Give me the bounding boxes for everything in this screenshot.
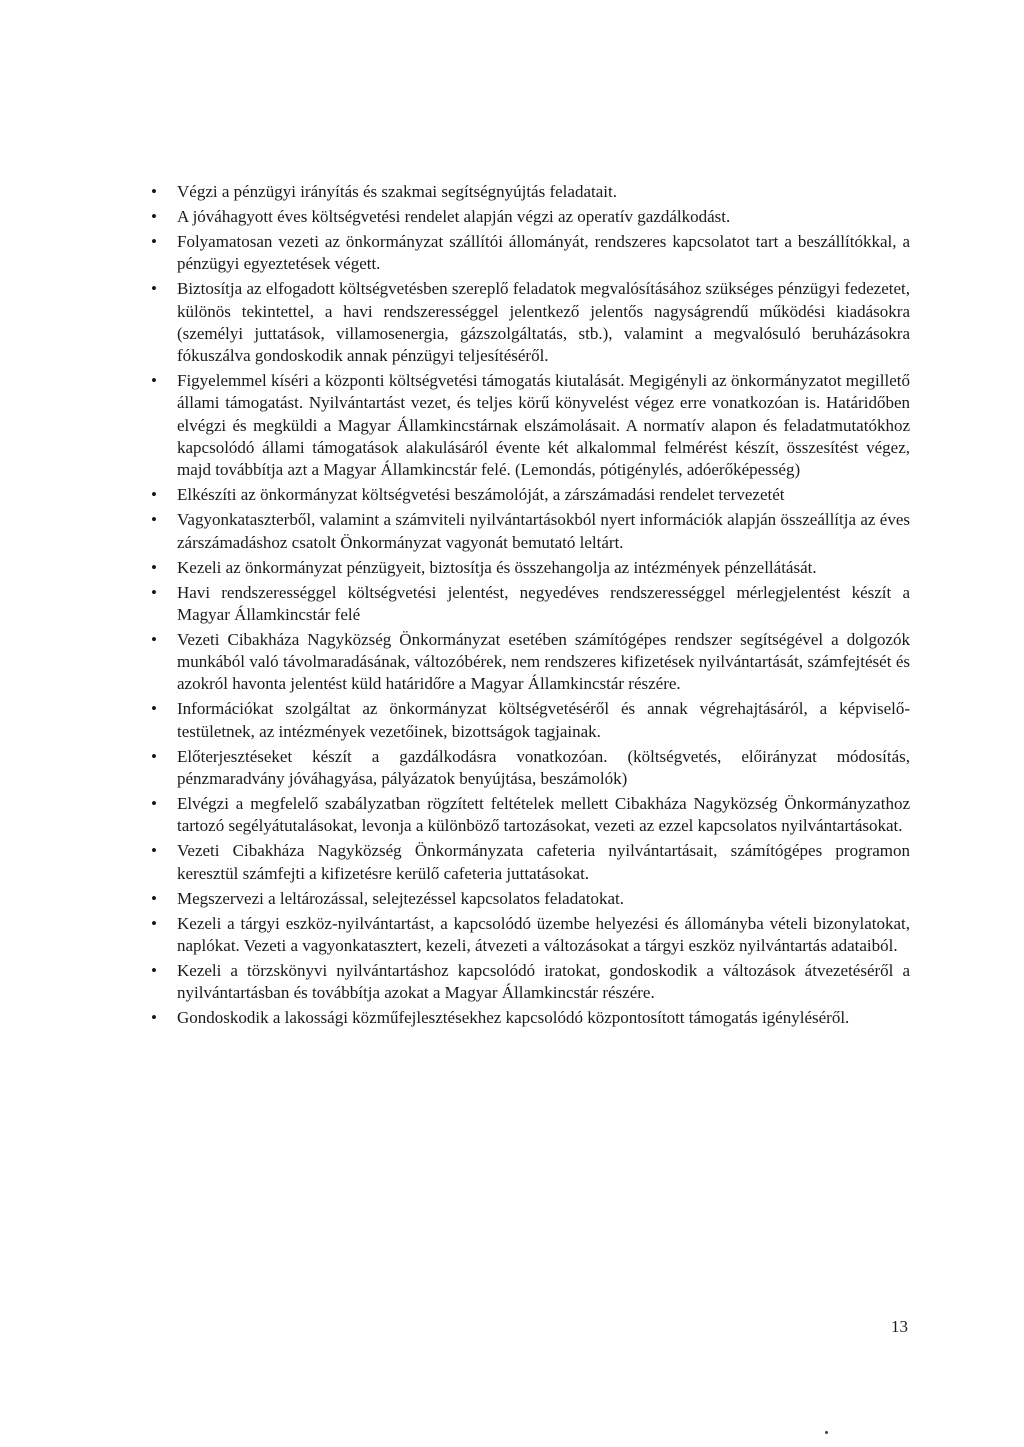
list-item [148,840,910,885]
list-item [148,793,910,838]
list-item-text: Vagyonkataszterből, valamint a számviteli nyilvántartásokból nyert információk alapján összeállítja az éves zárszámadáshoz csatolt Önkormányzat vagyonát bemutató leltárt. [177,510,910,552]
list-item-text: Havi rendszerességgel költségvetési jelentést, negyedéves rendszerességgel mérlegjelentést készít a Magyar Államkincstár felé [177,582,910,624]
list-item [148,181,910,203]
bullet-icon: • [151,841,157,861]
bullet-icon: • [151,231,157,251]
list-item [148,370,910,481]
bullet-icon: • [151,206,157,226]
list-item [148,582,910,627]
bullet-icon: • [151,1008,157,1028]
list-item [148,888,910,910]
list-item [148,960,910,1005]
list-item-text: Folyamatosan vezeti az önkormányzat szállítói állományát, rendszeres kapcsolatot tart a beszállítókkal, a pénzügyi egyeztetések végett. [177,231,910,274]
bullet-icon: • [151,960,157,980]
list-item [148,629,910,696]
list-item-text: Biztosítja az elfogadott költségvetésben szereplő feladatok megvalósításához szükséges pénzügyi fedezetet, különös tekintettel, a havi rendszerességgel jelentkező jelentős nagyságrendű működési kiadásokra (személyi juttatások, villamosenergia, gázszolgáltatás, stb.), valamint a megvalósuló beruházásokra fókuszálva gondoskodik annak pénzügyi teljesítéséről. [177,279,910,366]
bullet-icon: • [151,913,157,933]
bullet-icon: • [151,746,157,766]
list-item [148,557,910,579]
list-item-text: Elkészíti az önkormányzat költségvetési beszámolóját, a zárszámadási rendelet tervezetét [177,485,785,505]
bullet-icon: • [151,485,157,505]
list-item-text: Gondoskodik a lakossági közműfejlesztésekhez kapcsolódó központosított támogatás igényléséről. [177,1008,850,1028]
list-item [148,1007,910,1029]
list-item-text: Elvégzi a megfelelő szabályzatban rögzített feltételek mellett Cibakháza Nagyközség Önkormányzathoz tartozó segélyátutalásokat, levonja a különböző tartozásokat, vezeti az ezzel kapcsolatos nyilvántartásokat. [177,793,910,836]
bullet-icon: • [151,888,157,908]
bullet-icon: • [151,371,157,391]
list-item [148,484,910,506]
bullet-icon: • [151,699,157,719]
bullet-icon: • [151,279,157,299]
list-item-text: Kezeli a törzskönyvi nyilvántartáshoz kapcsolódó iratokat, gondoskodik a változások átvezetéséről a nyilvántartásban és továbbítja azokat a Magyar Államkincstár részére. [177,960,910,1003]
list-item-text: Kezeli az önkormányzat pénzügyeit, biztosítja és összehangolja az intézmények pénzellátását. [177,557,817,577]
bullet-icon: • [151,182,157,201]
bullet-icon: • [151,629,157,649]
bullet-icon: • [151,510,157,530]
list-item-text: Információkat szolgáltat az önkormányzat költségvetéséről és annak végrehajtásáról, a képviselő-testületnek, az intézmények vezetőinek, bizottságok tagjainak. [177,699,910,741]
list-item [148,913,910,958]
list-item-text: Végzi a pénzügyi irányítás és szakmai segítségnyújtás feladatait. [177,182,617,201]
scan-speck [825,1431,828,1434]
list-item [148,698,910,743]
duties-bullet-list [148,181,910,1032]
bullet-icon: • [151,582,157,602]
list-item-text: Figyelemmel kíséri a központi költségvetési támogatás kiutalását. Megigényli az önkormányzatot megillető állami támogatást. Nyilvántartást vezet, és teljes körű könyvelést végez erre vonatkozóan is. Határidőben elvégzi és megküldi a Magyar Államkincstárnak elszámolásait. A normatív alapon és feladatmutatókhoz kapcsolódó állami támogatások alakulásáról évente két alkalommal felmérést készít, összesítést végez, majd továbbítja azt a Magyar Államkincstár felé. (Lemondás, pótigénylés, adóerőképesség) [177,371,910,480]
list-item-text: Vezeti Cibakháza Nagyközség Önkormányzata cafeteria nyilvántartásait, számítógépes programon keresztül számfejti a kifizetésre kerülő cafeteria juttatásokat. [177,841,910,883]
list-item [148,231,910,276]
list-item [148,509,910,554]
list-item [148,746,910,791]
list-item [148,278,910,367]
bullet-icon: • [151,793,157,813]
list-item-text: Előterjesztéseket készít a gazdálkodásra vonatkozóan. (költségvetés, előirányzat módosítás, pénzmaradvány jóváhagyása, pályázatok benyújtása, beszámolók) [177,746,910,788]
list-item-text: Kezeli a tárgyi eszköz-nyilvántartást, a kapcsolódó üzembe helyezési és állományba vételi bizonylatokat, naplókat. Vezeti a vagyonkatasztert, kezeli, átvezeti a változásokat a tárgyi eszköz nyilvántartás adataiból. [177,913,910,955]
list-item-text: Vezeti Cibakháza Nagyközség Önkormányzat esetében számítógépes rendszer segítségével a dolgozók munkából való távolmaradásának, változóbérek, nem rendszeres kifizetések nyilvántartását, számfejtését és azokról havonta jelentést küld határidőre a Magyar Államkincstár részére. [177,629,910,694]
list-item [148,206,910,228]
list-item-text: Megszervezi a leltározással, selejtezéssel kapcsolatos feladatokat. [177,888,624,908]
bullet-icon: • [151,557,157,577]
page-number: 13 [891,1317,908,1336]
list-item-text: A jóváhagyott éves költségvetési rendelet alapján végzi az operatív gazdálkodást. [177,206,731,226]
